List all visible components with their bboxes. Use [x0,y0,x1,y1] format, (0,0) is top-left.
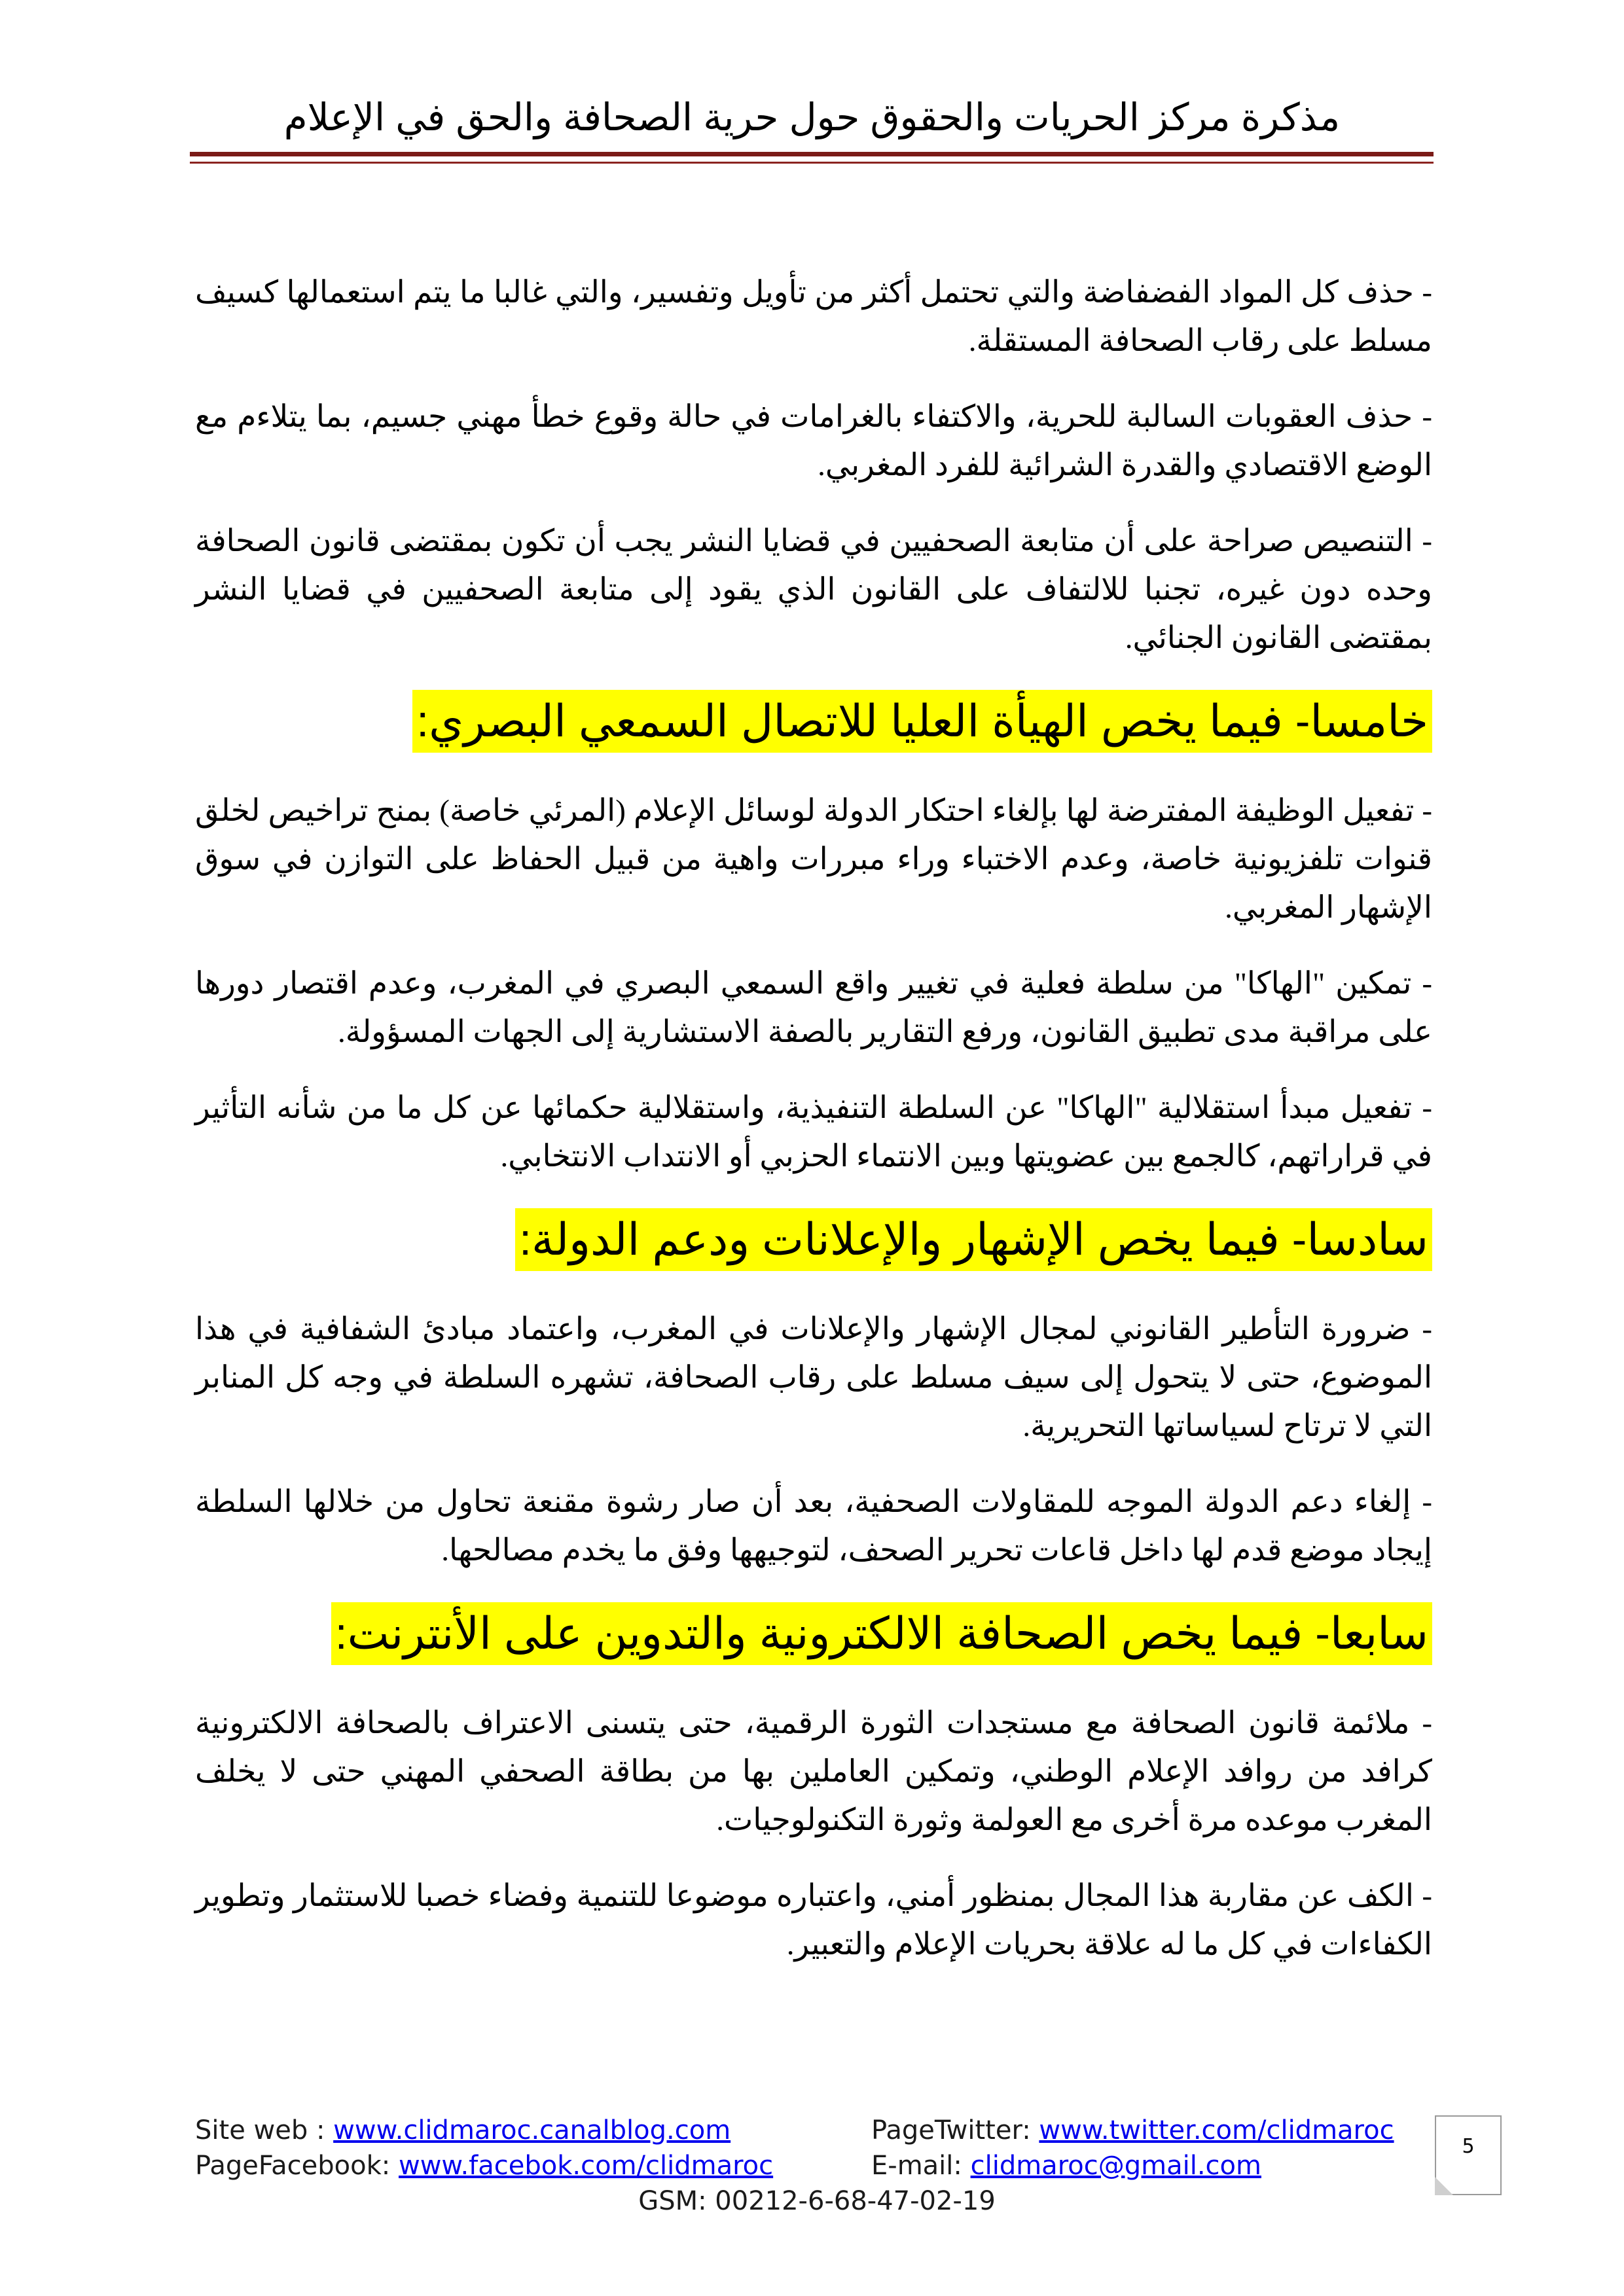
section-heading-text: سابعا- فيما يخص الصحافة الالكترونية والتدوين على الأنترنت: [331,1602,1432,1665]
footer-gsm: GSM: 00212-6-68-47-02-19 [638,2186,996,2216]
footer-row-1 [195,2113,1439,2148]
footer-facebook-label: PageFacebook: [195,2151,399,2181]
header-rule-thick [190,152,1434,156]
paragraph: - الكف عن مقاربة هذا المجال بمنظور أمني، واعتباره موضوعا للتنمية وفضاء خصبا للاستثمار وتطوير الكفاءات في كل ما له علاقة بحريات الإعلام والتعبير. [195,1879,1432,1962]
footer-site-label: Site web : [195,2115,334,2145]
section-heading-advertising [195,1208,1432,1271]
page-number-box [1435,2115,1502,2195]
section-heading-text: سادسا- فيما يخص الإشهار والإعلانات ودعم الدولة: [515,1208,1432,1271]
paragraph: - ضرورة التأطير القانوني لمجال الإشهار والإعلانات في المغرب، واعتماد مبادئ الشفافية في هذا الموضوع، حتى لا يتحول إلى سيف مسلط على رقاب الصحافة، تشهره السلطة في وجه كل المنابر التي لا ترتاح لسياساتها التحريرية. [195,1312,1432,1443]
footer-email-link[interactable]: clidmaroc@gmail.com [970,2151,1261,2181]
section-heading-online-press [195,1602,1432,1665]
footer-site-link[interactable]: www.clidmaroc.canalblog.com [333,2115,731,2145]
page-footer [195,2113,1439,2219]
footer-email-label: E-mail: [871,2151,971,2181]
paragraph: - إلغاء دعم الدولة الموجه للمقاولات الصحفية، بعد أن صار رشوة مقنعة تحاول من خلالها السلطة إيجاد موضع قدم لها داخل قاعات تحرير الصحف، لتوجيهها وفق ما يخدم مصالحها. [195,1485,1432,1568]
paragraph: - ملائمة قانون الصحافة مع مستجدات الثورة الرقمية، حتى يتسنى الاعتراف بالصحافة الالكترونية كرافد من روافد الإعلام الوطني، وتمكين العاملين بها من بطاقة الصحفي المهني حتى لا يخلف المغرب موعده مرة أخرى مع العولمة وثورة التكنولوجيات. [195,1706,1432,1837]
footer-site [195,2113,871,2148]
footer-facebook-link[interactable]: www.facebok.com/clidmaroc [398,2151,774,2181]
paragraph: - تمكين "الهاكا" من سلطة فعلية في تغيير واقع السمعي البصري في المغرب، وعدم اقتصار دورها على مراقبة مدى تطبيق القانون، ورفع التقارير بالصفة الاستشارية إلى الجهات المسؤولة. [195,967,1432,1049]
footer-row-2 [195,2148,1439,2183]
paragraph: - حذف كل المواد الفضفاضة والتي تحتمل أكثر من تأويل وتفسير، والتي غالبا ما يتم استعمالها كسيف مسلط على رقاب الصحافة المستقلة. [195,276,1432,358]
document-body [195,268,1432,1996]
footer-email [871,2148,1261,2183]
footer-twitter-label: PageTwitter: [871,2115,1039,2145]
paragraph: - تفعيل مبدأ استقلالية "الهاكا" عن السلطة التنفيذية، واستقلالية حكمائها عن كل ما من شأنه التأثير في قراراتهم، كالجمع بين عضويتها وبين الانتماء الحزبي أو الانتداب الانتخابي. [195,1091,1432,1174]
footer-twitter-link[interactable]: www.twitter.com/clidmaroc [1039,2115,1394,2145]
page-header-title: مذكرة مركز الحريات والحقوق حول حرية الصحافة والحق في الإعلام [283,96,1341,139]
section-heading-text: خامسا- فيما يخص الهيأة العليا للاتصال السمعي البصري: [412,690,1432,753]
paragraph: - حذف العقوبات السالبة للحرية، والاكتفاء بالغرامات في حالة وقوع خطأ مهني جسيم، بما يتلاءم مع الوضع الاقتصادي والقدرة الشرائية للفرد المغربي. [195,400,1432,482]
footer-twitter [871,2113,1394,2148]
header-rule-thin [190,162,1434,164]
footer-facebook [195,2148,871,2183]
paragraph: - تفعيل الوظيفة المفترضة لها بإلغاء احتكار الدولة لوسائل الإعلام (المرئي خاصة) بمنح تراخيص لخلق قنوات تلفزيونية خاصة، وعدم الاختباء وراء مبررات واهية من قبيل الحفاظ على التوازن في سوق الإشهار المغربي. [195,794,1432,925]
page-number: 5 [1462,2135,1475,2158]
page-curl-icon [1435,2177,1453,2195]
section-heading-audiovisual [195,690,1432,753]
paragraph: - التنصيص صراحة على أن متابعة الصحفيين في قضايا النشر يجب أن تكون بمقتضى قانون الصحافة وحده دون غيره، تجنبا للالتفاف على القانون الذي يقود إلى متابعة الصحفيين في قضايا النشر بمقتضى القانون الجنائي. [195,524,1432,655]
